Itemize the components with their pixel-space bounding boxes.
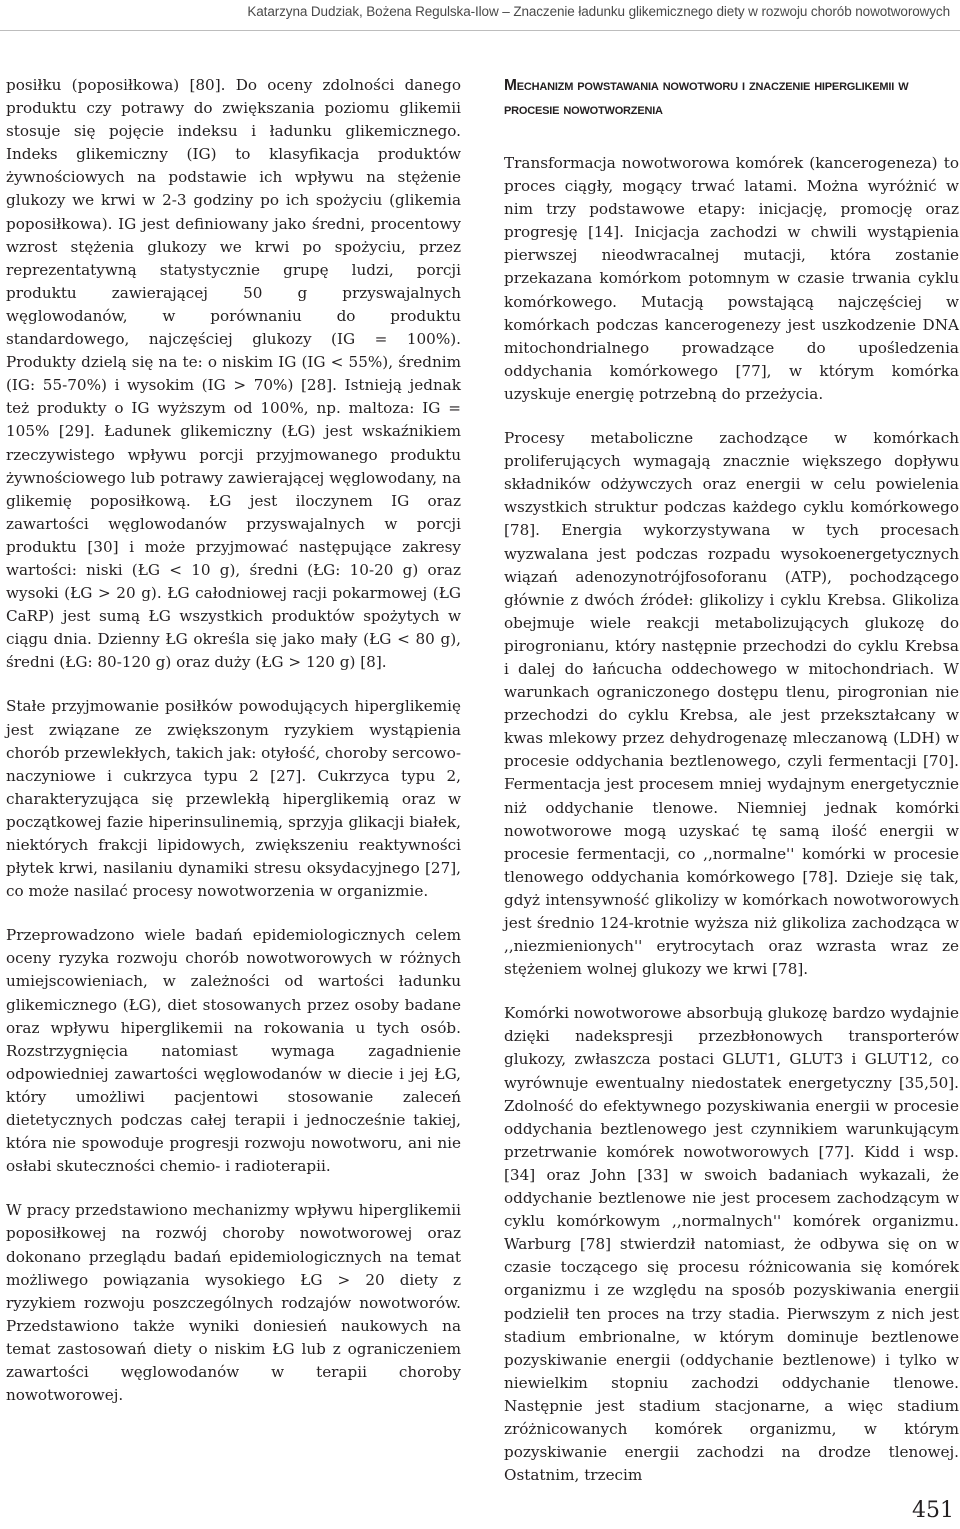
paragraph-hyperglycemia-risk: Stałe przyjmowanie posiłków powodujących hiperglikemię jest związane ze zwiększonym ryzykiem wystąpienia chorób przewlekłych, takich jak: otyłość, choroby sercowo-naczyniowe i cukrzyca typu 2 [27]. Cukrzyca typu 2, charakteryzująca się przewlekłą hiperglikemią oraz w początkowej fazie hiperinsulinemią, sprzyja glikacji białek, niektórych frakcji lipidowych, zwiększeniu reaktywności płytek krwi, nasilaniu dynamiki stresu oksydacyjnego [27], co może nasilać procesy nowotworzenia w organizmie. (6, 697, 461, 901)
page-number: 451 (912, 1498, 954, 1523)
running-header: Katarzyna Dudziak, Bożena Regulska-Ilow – Znaczenie ładunku glikemicznego diety w rozwoju chorób nowotworowych (247, 4, 950, 19)
paragraph-epidemiological-studies: Przeprowadzono wiele badań epidemiologicznych celem oceny ryzyka rozwoju chorób nowotworowych w różnych umiejscowieniach, w zależności od wartości ładunku glikemicznego (ŁG), diet stosowanych przez osoby badane oraz wpływu hiperglikemii na rokowania u tych osób. Rozstrzygnięcia natomiast wymaga zagadnienie odpowiedniej zawartości węglowodanów w diecie i jej ŁG, który umożliwi pacjentowi stosowanie zaleceń dietetycznych podczas całej terapii i jednocześnie takiej, która nie spowoduje progresji rozwoju nowotworu, ani nie osłabi skuteczności chemio- i radioterapii. (6, 926, 461, 1176)
left-column (6, 74, 461, 1428)
section-heading: Mechanizm powstawania nowotworu i znaczenie hiperglikemii w procesie nowotworzenia (504, 77, 909, 118)
paragraph-glycemic-index: posiłku (poposiłkowa) [80]. Do oceny zdolności danego produktu czy potrawy do zwiększania poziomu glikemii stosuje się pojęcie indeksu i ładunku glikemicznego. Indeks glikemiczny (IG) to klasyfikacja produktów żywnościowych na podstawie ich wpływu na stężenie glukozy we krwi w 2-3 godziny po ich spożyciu (glikemia poposiłkowa). IG jest definiowany jako średni, procentowy wzrost stężenia glukozy we krwi po spożyciu, przez reprezentatywną statystycznie grupę ludzi, porcji produktu zawierającej 50 g przyswajalnych węglowodanów, w porównaniu do produktu standardowego, najczęściej glukozy (IG = 100%). Produkty dzielą się na te: o niskim IG (IG < 55%), średnim (IG: 55-70%) i wysokim (IG > 70%) [28]. Istnieją jednak też produkty o IG wyższym od 100%, np. maltoza: IG = 105% [29]. Ładunek glikemiczny (ŁG) jest wskaźnikiem rzeczywistego wpływu porcji przyjmowanego produktu żywnościowego lub potrawy zawierającej węglowodany, na glikemię poposiłkową. ŁG jest iloczynem IG oraz zawartości węglowodanów przyswajalnych w porcji produktu [30] i może przyjmować następujące zakresy wartości: niski (ŁG < 10 g), średni (ŁG: 10-20 g) oraz wysoki (ŁG > 20 g). ŁG całodniowej racji pokarmowej (ŁG CaRP) jest sumą ŁG wszystkich produktów spożytych w ciągu dnia. Dzienny ŁG określa się jako mały (ŁG < 80 g), średni (ŁG: 80-120 g) oraz duży (ŁG > 120 g) [8]. (6, 76, 461, 672)
paragraph-metabolic-processes: Procesy metaboliczne zachodzące w komórkach proliferujących wymagają znacznie większego dopływu składników odżywczych oraz energii w celu powielenia wszystkich struktur podczas każdego cyklu komórkowego [78]. Energia wykorzystywana w tych procesach wyzwalana jest podczas rozpadu wysokoenergetycznych wiązań adenozynotrójfosoforanu (ATP), pochodzącego głównie z dwóch źródeł: glikolizy i cyklu Krebsa. Glikoliza obejmuje wiele reakcji metabolizujących glukozę do pirogronianu, który następnie przechodzi do cyklu Krebsa i dalej do łańcucha oddechowego w mitochondriach. W warunkach ograniczonego dostępu tlenu, pirogronian nie przechodzi do cyklu Krebsa, ale jest przekształcany w kwas mlekowy przez dehydrogenazę mleczanową (LDH) w procesie oddychania beztlenowego, czyli fermentacji [70]. Fermentacja jest procesem mniej wydajnym energetycznie niż oddychanie tlenowe. Niemniej jednak komórki nowotworowe mogą uzyskać tę samą ilość energii w procesie fermentacji, co ,,normalne'' komórki w procesie tlenowego oddychania komórkowego [78]. Dzieje się tak, gdyż intensywność glikolizy w komórkach nowotworowych jest średnio 124-krotnie wyższa niż glikoliza zachodząca w ,,niezmienionych'' erytrocytach oraz wzrasta wraz ze stężeniem wolnej glukozy we krwi [78]. (504, 429, 959, 979)
right-column (504, 74, 959, 1508)
header-rule (0, 30, 960, 31)
paragraph-carcinogenesis: Transformacja nowotworowa komórek (kancerogeneza) to proces ciągły, mogący trwać latami. Można wyróżnić w nim trzy podstawowe etapy: inicjację, promocję oraz progresję [14]. Inicjacja zachodzi w chwili wystąpienia pierwszej nieodwracalnej mutacji, która zostanie przekazana komórkom potomnym w czasie trwania cyklu komórkowego. Mutacją powstającą najczęściej w komórkach podczas kancerogenezy jest uszkodzenie DNA mitochondrialnego prowadzące do upośledzenia oddychania komórkowego [77], w którym komórka uzyskuje energię potrzebną do przeżycia. (504, 154, 959, 403)
paragraph-glucose-absorption: Komórki nowotworowe absorbują glukozę bardzo wydajnie dzięki nadekspresji przezbłonowych transporterów glukozy, zwłaszcza postaci GLUT1, GLUT3 i GLUT12, co wyrównuje ewentualny niedostatek energetyczny [35,50]. Zdolność do efektywnego pozyskiwania energii w procesie oddychania beztlenowego jest czynnikiem warunkującym przetrwanie komórek nowotworowych [77]. Kidd i wsp. [34] oraz John [33] w swoich badaniach wykazali, że oddychanie beztlenowe nie jest procesem zachodzącym w cyklu komórkowym ,,normalnych'' komórek organizmu. Warburg [78] stwierdził natomiast, że odbywa się on w czasie toczącego się procesu różnicowania się komórek organizmu i ze względu na sposób pozyskiwania energii podzielił ten proces na trzy stadia. Pierwszym z nich jest stadium embrionalne, w którym dominuje beztlenowe pozyskiwanie energii (oddychanie beztlenowe) i tylko w niewielkim stopniu zachodzi oddychanie tlenowe. Następnie jest stadium stacjonarne, a więc stadium zróżnicowanych komórek organizmu, w którym pozyskiwanie energii zachodzi na drodze tlenowej. Ostatnim, trzecim (504, 1004, 959, 1485)
paragraph-paper-aim: W pracy przedstawiono mechanizmy wpływu hiperglikemii poposiłkowej na rozwój choroby nowotworowej oraz dokonano przeglądu badań epidemiologicznych na temat możliwego powiązania wysokiego ŁG > 20 diety z ryzykiem rozwoju poszczególnych rodzajów nowotworów. Przedstawiono także wyniki doniesień naukowych na temat zastosowań diety o niskim ŁG lub z ograniczeniem zawartości węglowodanów w terapii choroby nowotworowej. (6, 1201, 461, 1405)
